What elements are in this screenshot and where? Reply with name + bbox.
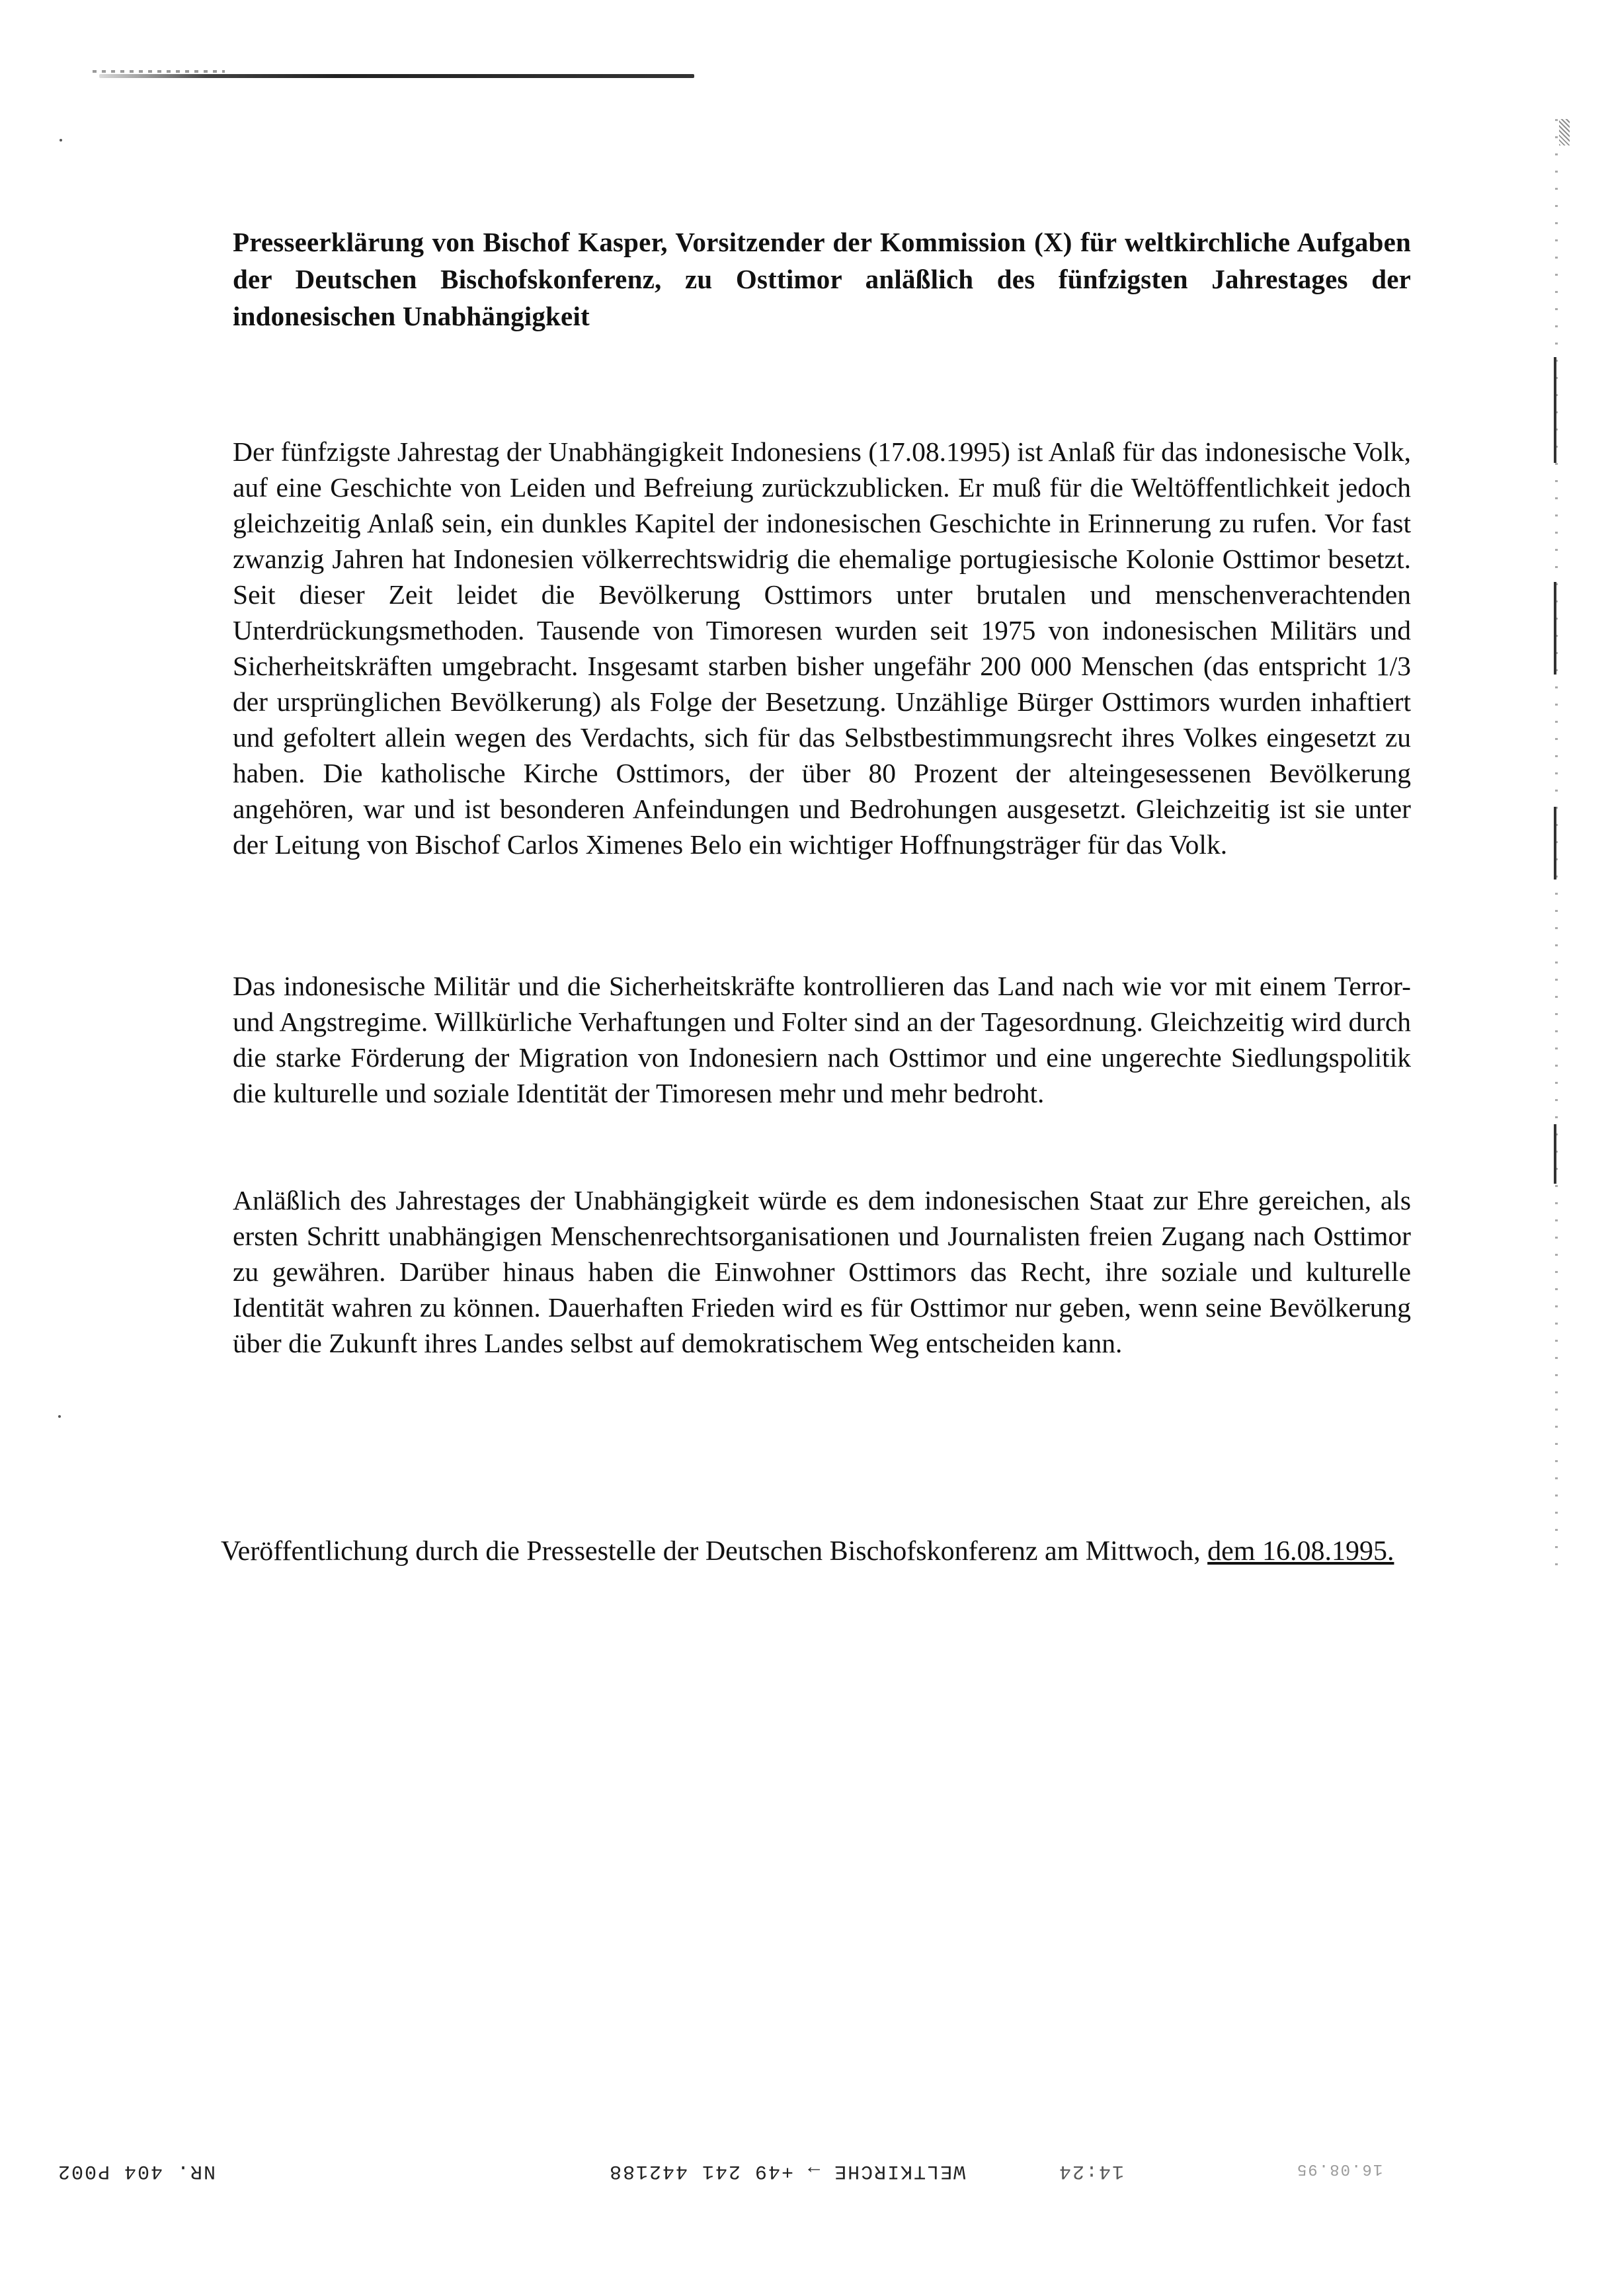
fax-margin-bar xyxy=(1554,582,1556,675)
publication-text: Veröffentlichung durch die Pressestelle der Deutschen Bischofskonferenz am Mittwoch, xyxy=(221,1536,1208,1567)
fax-top-rule xyxy=(99,74,694,78)
publication-date: dem 16.08.1995. xyxy=(1207,1536,1394,1567)
document-title: Presseerklärung von Bischof Kasper, Vorsitzender der Kommission (X) für weltkirchliche Aufgaben der Deutschen Bischofskonferenz, zu Osttimor anläßlich des fünfzigsten Jahrestages der indonesischen Unabhängigkeit xyxy=(233,227,1411,331)
fax-margin-bar xyxy=(1554,1124,1556,1184)
fax-margin-bar xyxy=(1554,807,1556,880)
paragraph-3: Anläßlich des Jahrestages der Unabhängigkeit würde es dem indonesischen Staat zur Ehre gereichen, als ersten Schritt unabhängigen Menschenrechtsorganisationen und Journalisten freien Zugang nach Osttimor zu gewähren. Darüber hinaus haben die Einwohner Osttimors das Recht, ihre soziale und kulturelle Identität wahren zu können. Dauerhaften Frieden wird es für Osttimor nur geben, wenn seine Bevölkerung über die Zukunft ihres Landes selbst auf demokratischem Weg entscheiden kann. xyxy=(233,1185,1411,1358)
fax-margin-speck xyxy=(1559,119,1570,145)
fax-time: 14:24 xyxy=(1058,2160,1125,2182)
publication-note xyxy=(221,1533,1418,1570)
fax-speck xyxy=(58,1415,61,1418)
fax-page-info: NR. 404 P002 xyxy=(57,2160,216,2182)
fax-margin-bar xyxy=(1554,357,1556,463)
fax-speck xyxy=(60,139,62,142)
paragraph-2: Das indonesische Militär und die Sicherheitskräfte kontrollieren das Land nach wie vor mit einem Terror- und Angstregime. Willkürliche Verhaftungen und Folter sind an der Tagesordnung. Gleichzeitig wird durch die starke Förderung der Migration von Indonesiern nach Osttimor und eine ungerechte Siedlungspolitik die kulturelle und soziale Identität der Timoresen mehr und mehr bedroht. xyxy=(233,971,1411,1108)
fax-header-line: WELTKIRCHE → +49 241 442188 xyxy=(608,2160,966,2182)
fax-misc: 16.08.95 xyxy=(1296,2160,1383,2178)
paragraph-1: Der fünfzigste Jahrestag der Unabhängigkeit Indonesiens (17.08.1995) ist Anlaß für das indonesische Volk, auf eine Geschichte von Leiden und Befreiung zurückzublicken. Er muß für die Weltöffentlichkeit jedoch gleichzeitig Anlaß sein, ein dunkles Kapitel der indonesischen Geschichte in Erinnerung zu rufen. Vor fast zwanzig Jahren hat Indonesien völkerrechtswidrig die ehemalige portugiesische Kolonie Osttimor besetzt. Seit dieser Zeit leidet die Bevölkerung Osttimors unter brutalen und menschenverachtenden Unterdrückungsmethoden. Tausende von Timoresen wurden seit 1975 von indonesischen Militärs und Sicherheitskräften umgebracht. Insgesamt starben bisher ungefähr 200 000 Menschen (das entspricht 1/3 der ursprünglichen Bevölkerung) als Folge der Besetzung. Unzählige Bürger Osttimors wurden inhaftiert und gefoltert allein wegen des Verdachts, sich für das Selbstbestimmungsrecht ihres Volkes eingesetzt zu haben. Die katholische Kirche Osttimors, der über 80 Prozent der alteingesessenen Bevölkerung angehören, war und ist besonderen Anfeindungen und Bedrohungen ausgesetzt. Gleichzeitig ist sie unter der Leitung von Bischof Carlos Ximenes Belo ein wichtiger Hoffnungsträger für das Volk. xyxy=(233,436,1411,860)
